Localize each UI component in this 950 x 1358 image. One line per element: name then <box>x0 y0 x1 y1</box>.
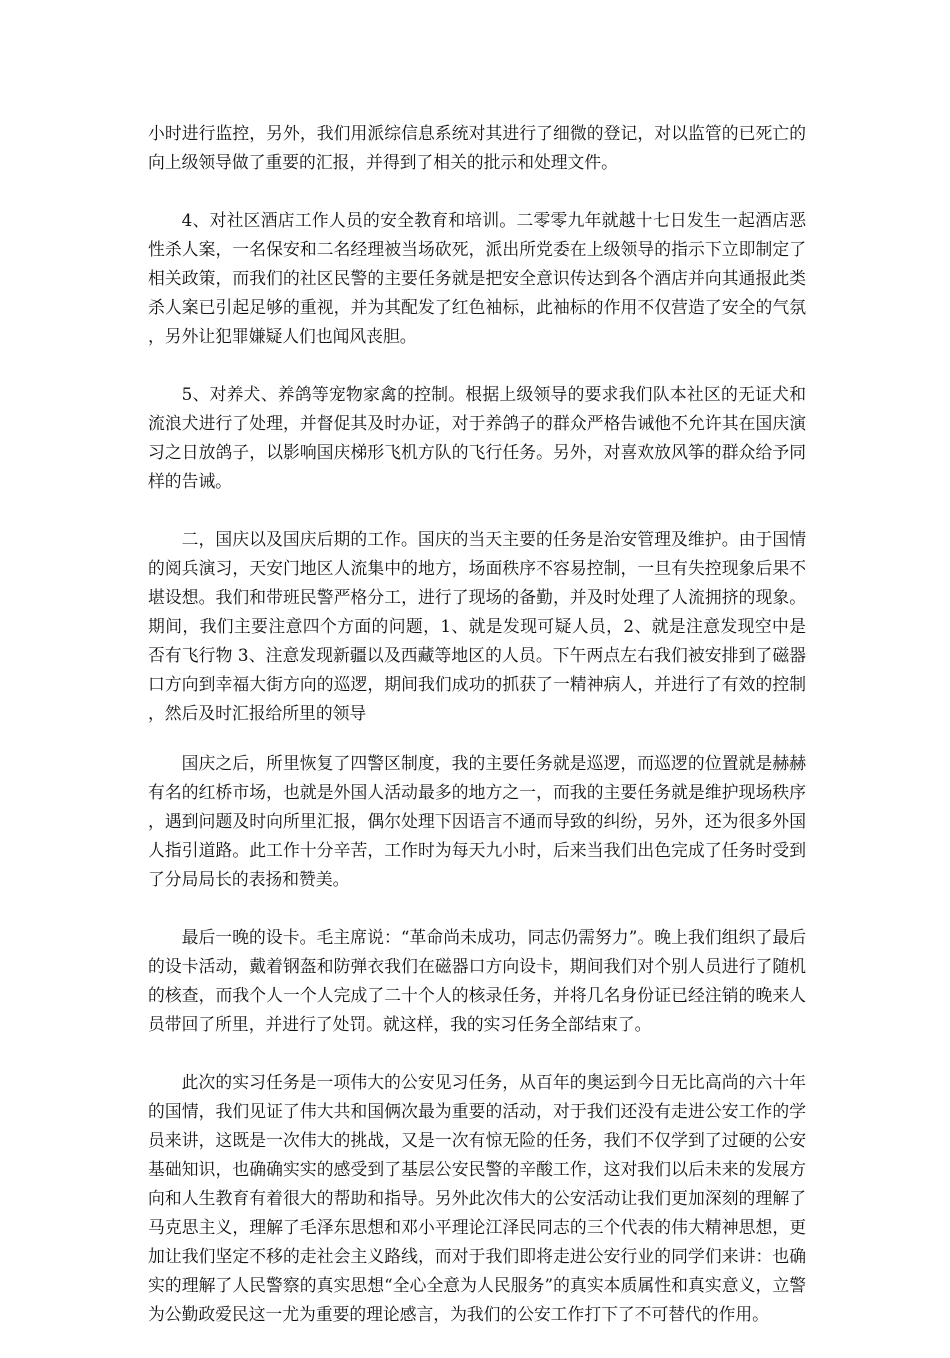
paragraph-national-day-work: 二，国庆以及国庆后期的工作。国庆的当天主要的任务是治安管理及维护。由于国情的阅兵演习，天安门地区人流集中的地方，场面秩序不容易控制，一旦有失控现象后果不堪设想。我们和带班民警严格分工，进行了现场的备勤，并及时处理了人流拥挤的现象。期间，我们主要注意四个方面的问题，1、就是发现可疑人员，2、就是注意发现空中是否有飞行物 3、注意发现新疆以及西藏等地区的人员。下午两点左右我们被安排到了磁器口方向到幸福大街方向的巡逻，期间我们成功的抓获了一精神病人，并进行了有效的控制，然后及时汇报给所里的领导 <box>148 529 806 723</box>
paragraph-after-national-day: 国庆之后，所里恢复了四警区制度，我的主要任务就是巡逻，而巡逻的位置就是赫赫有名的红桥市场，也就是外国人活动最多的地方之一，而我的主要任务就是维护现场秩序，遇到问题及时向所里汇报，偶尔处理下因语言不通而导致的纠纷，另外，还为很多外国人指引道路。此工作十分辛苦，工作时为每天九小时，后来当我们出色完成了任务时受到了分局局长的表扬和赞美。 <box>148 753 806 889</box>
paragraph-monitoring-continuation: 小时进行监控，另外，我们用派综信息系统对其进行了细微的登记，对以监管的已死亡的向上级领导做了重要的汇报，并得到了相关的批示和处理文件。 <box>148 123 806 172</box>
paragraph-hotel-safety-training: 4、对社区酒店工作人员的安全教育和培训。二零零九年就越十七日发生一起酒店恶性杀人案，一名保安和二名经理被当场砍死，派出所党委在上级领导的指示下立即制定了相关政策，而我们的社区民警的主要任务就是把安全意识传达到各个酒店并向其通报此类杀人案已引起足够的重视，并为其配发了红色袖标，此袖标的作用不仅营造了安全的气氛，另外让犯罪嫌疑人们也闻风丧胆。 <box>148 210 806 346</box>
paragraph-final-checkpoint: 最后一晚的设卡。毛主席说：“革命尚未成功，同志仍需努力”。晚上我们组织了最后的设卡活动，戴着钢盔和防弹衣我们在磁器口方向设卡，期间我们对个别人员进行了随机的核查，而我个人一个人完成了二十个人的核录任务，并将几名身份证已经注销的晚来人员带回了所里，并进行了处罚。就这样，我的实习任务全部结束了。 <box>148 927 806 1034</box>
paragraph-pet-control: 5、对养犬、养鸽等宠物家禽的控制。根据上级领导的要求我们队本社区的无证犬和流浪犬进行了处理，并督促其及时办证，对于养鸽子的群众严格告诫他不允许其在国庆演习之日放鸽子，以影响国庆梯形飞机方队的飞行任务。另外，对喜欢放风筝的群众给予同样的告诫。 <box>148 384 806 491</box>
document-page <box>148 119 806 1358</box>
paragraph-internship-summary: 此次的实习任务是一项伟大的公安见习任务，从百年的奥运到今日无比高尚的六十年的国情，我们见证了伟大共和国俩次最为重要的活动，对于我们还没有走进公安工作的学员来讲，这既是一次伟大的挑战，又是一次有惊无险的任务，我们不仅学到了过硬的公安基础知识，也确确实实的感受到了基层公安民警的辛酸工作，这对我们以后未来的发展方向和人生教育有着很大的帮助和指导。另外此次伟大的公安活动让我们更加深刻的理解了马克思主义，理解了毛泽东思想和邓小平理论江泽民同志的三个代表的伟大精神思想，更加让我们坚定不移的走社会主义路线，而对于我们即将走进公安行业的同学们来讲：也确实的理解了人民警察的真实思想“全心全意为人民服务”的真实本质属性和真实意义，立警为公勤政爱民这一尤为重要的理论感言，为我们的公安工作打下了不可替代的作用。 <box>148 1072 806 1324</box>
